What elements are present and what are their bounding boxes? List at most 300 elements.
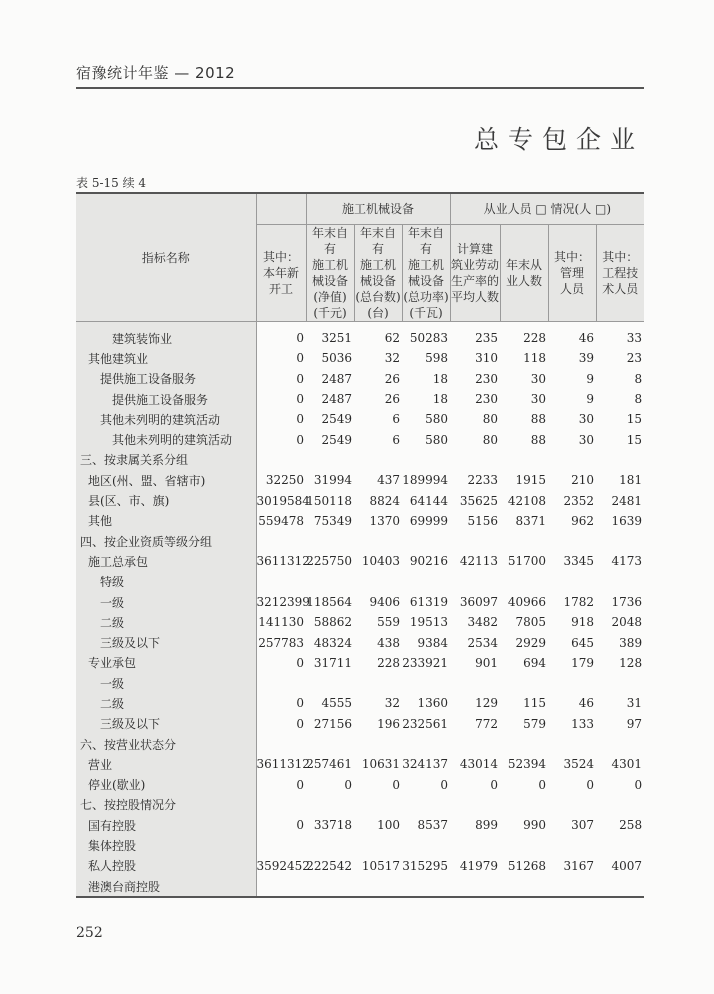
table-cell: 0 [538, 777, 547, 792]
table-cell: 30 [530, 371, 547, 386]
table-row [76, 490, 644, 510]
table-cell: 9406 [369, 595, 400, 609]
table-cell [596, 795, 644, 815]
table-cell [354, 795, 402, 815]
table-cell: 15 [626, 432, 643, 447]
table-cell [354, 450, 402, 470]
table-cell [500, 450, 548, 470]
table-cell: 3251 [321, 331, 352, 346]
row-label: 施工总承包 [76, 551, 256, 571]
table-cell: 181 [619, 473, 643, 488]
table-row [76, 369, 644, 389]
table-cell: 10517 [361, 858, 400, 873]
table-cell [256, 450, 306, 470]
table-row [76, 592, 644, 612]
table-row [76, 795, 644, 815]
table-cell: 39 [578, 351, 595, 366]
table-cell [500, 572, 548, 592]
row-label: 三级及以下 [76, 714, 256, 734]
table-cell: 179 [571, 655, 595, 670]
column-header-line: 械设备 [408, 274, 445, 288]
table-cell: 1782 [563, 595, 595, 609]
column-header [500, 225, 548, 322]
table-row [76, 572, 644, 592]
table-cell: 235 [475, 331, 499, 346]
table-cell [596, 450, 644, 470]
table-cell: 230 [475, 371, 499, 386]
table-row [76, 835, 644, 855]
table-cell: 2352 [563, 493, 595, 508]
table-cell: 46 [578, 331, 595, 346]
table-cell: 51700 [507, 554, 547, 569]
table-body [76, 322, 644, 898]
row-label: 二级 [76, 693, 256, 713]
table-cell [548, 572, 596, 592]
table-cell [548, 835, 596, 855]
table-cell [548, 450, 596, 470]
table-cell: 0 [296, 777, 304, 792]
table-cell: 3167 [563, 858, 595, 873]
table-cell [354, 734, 402, 754]
table-cell [500, 795, 548, 815]
table-cell: 8371 [515, 513, 547, 528]
table-row [76, 754, 644, 774]
table-cell: 3212399 [256, 595, 310, 609]
table-cell: 559478 [258, 513, 304, 528]
column-header-line: 械设备 [311, 274, 348, 288]
table-cell [450, 795, 500, 815]
table-cell [450, 835, 500, 855]
table-cell: 598 [425, 351, 449, 366]
column-header-line: (总功率) [403, 290, 449, 304]
table-cell: 15 [626, 412, 643, 427]
column-header-line: 人员 [560, 282, 585, 296]
table-cell: 33 [626, 331, 643, 346]
table-cell: 315295 [402, 858, 449, 873]
table-cell: 18 [432, 392, 449, 407]
table-row [76, 876, 644, 897]
column-header-line: (千元) [313, 306, 347, 320]
table-cell: 4555 [321, 696, 352, 711]
row-label: 建筑装饰业 [76, 322, 256, 349]
table-caption: 表 5-15 续 4 [76, 176, 147, 190]
table-cell: 222542 [306, 858, 352, 873]
table-cell: 1370 [369, 513, 400, 528]
table-cell: 90216 [409, 554, 449, 569]
table-row [76, 815, 644, 835]
table-cell [450, 531, 500, 551]
table-cell: 5036 [321, 351, 352, 366]
table-cell: 48324 [313, 635, 352, 650]
column-header [354, 225, 402, 322]
table-cell: 8 [634, 371, 643, 386]
table-cell: 0 [296, 818, 304, 833]
table-cell: 580 [425, 412, 449, 427]
table-cell [354, 572, 402, 592]
column-header-line: 筑业劳动 [451, 258, 500, 272]
table-cell: 133 [571, 716, 595, 731]
table-cell: 899 [475, 818, 499, 833]
table-cell: 1360 [417, 696, 449, 711]
table-cell: 19513 [409, 615, 449, 630]
table-cell: 2549 [321, 432, 352, 447]
row-label: 三级及以下 [76, 632, 256, 652]
table-cell: 228 [377, 655, 400, 670]
table-cell [402, 734, 450, 754]
table-cell: 210 [571, 473, 595, 488]
table-cell [500, 835, 548, 855]
table-row [76, 531, 644, 551]
table-cell: 27156 [313, 716, 352, 731]
column-header-line: 开工 [268, 282, 293, 296]
table-cell: 228 [523, 331, 547, 346]
table-cell [256, 795, 306, 815]
table-cell [548, 531, 596, 551]
running-head: 宿豫统计年鉴 — 2012 [76, 64, 236, 82]
table-cell [256, 673, 306, 693]
table-row [76, 551, 644, 571]
row-label: 专业承包 [76, 653, 256, 673]
column-header-line: 术人员 [602, 282, 639, 296]
table-row [76, 348, 644, 368]
column-group-machinery: 施工机械设备 [306, 193, 450, 225]
table-cell: 8 [634, 392, 643, 407]
table-cell: 30 [578, 432, 595, 447]
column-header [256, 225, 306, 322]
table-cell: 41979 [459, 858, 499, 873]
table-cell [450, 673, 500, 693]
table-cell: 0 [634, 777, 643, 792]
table-cell: 0 [586, 777, 595, 792]
column-header-line: 年末从 [506, 258, 543, 272]
table-cell: 10403 [361, 554, 400, 569]
table-cell [354, 876, 402, 897]
table-cell [548, 673, 596, 693]
row-label: 七、按控股情况分 [76, 795, 256, 815]
table-cell: 69999 [409, 513, 449, 528]
table-cell: 559 [377, 615, 400, 630]
table-cell: 26 [384, 392, 400, 407]
table-cell: 2487 [321, 371, 352, 386]
column-header-line: 本年新 [262, 266, 299, 280]
column-header-line: 计算建 [457, 242, 494, 256]
table-row [76, 714, 644, 734]
table-cell [450, 734, 500, 754]
table-cell: 32 [384, 351, 400, 366]
table-cell: 1915 [515, 473, 547, 488]
table-row [76, 389, 644, 409]
table-cell: 0 [296, 371, 304, 386]
table-cell: 2487 [321, 392, 352, 407]
table-cell [256, 876, 306, 897]
section-title: 总专包企业 [473, 125, 644, 154]
table-cell: 150118 [306, 493, 352, 508]
column-header-line: 年末自有 [311, 226, 348, 256]
column-header-line: 年末自有 [408, 226, 445, 256]
row-label: 集体控股 [76, 835, 256, 855]
table-cell: 42113 [459, 554, 499, 569]
table-cell: 2534 [467, 635, 499, 650]
table-cell: 4173 [611, 554, 643, 569]
table-cell: 100 [377, 818, 400, 833]
table-cell: 4301 [611, 757, 643, 772]
table-cell [256, 572, 306, 592]
table-cell: 23 [626, 351, 643, 366]
column-header-line: (千瓦) [409, 306, 443, 320]
table-cell [256, 835, 306, 855]
table-cell: 233921 [402, 655, 449, 670]
table-cell: 225750 [306, 554, 352, 569]
statistics-table-wrapper [76, 192, 644, 898]
table-cell: 0 [440, 777, 449, 792]
row-label: 四、按企业资质等级分组 [76, 531, 256, 551]
table-cell: 10631 [361, 757, 400, 772]
table-row [76, 429, 644, 449]
column-header-line: 施工机 [408, 258, 445, 272]
table-row [76, 734, 644, 754]
table-cell [500, 876, 548, 897]
table-cell: 118 [523, 351, 547, 366]
table-cell [548, 876, 596, 897]
table-cell: 694 [523, 655, 547, 670]
table-cell [306, 531, 354, 551]
table-cell: 36097 [459, 595, 499, 609]
table-cell: 2549 [321, 412, 352, 427]
table-row [76, 409, 644, 429]
table-row [76, 693, 644, 713]
table-row [76, 856, 644, 876]
table-cell: 8537 [417, 818, 449, 833]
table-cell: 0 [296, 432, 304, 447]
table-cell: 62 [384, 331, 400, 346]
table-cell: 75349 [313, 513, 352, 528]
table-row [76, 653, 644, 673]
table-cell: 990 [523, 818, 547, 833]
row-label: 二级 [76, 612, 256, 632]
column-header-line: (台) [367, 306, 389, 320]
table-cell: 0 [296, 655, 304, 670]
column-header-line: 工程技 [602, 266, 639, 280]
table-cell: 88 [530, 432, 547, 447]
column-header-line: 年末自有 [359, 226, 396, 256]
table-cell [596, 572, 644, 592]
table-cell: 30 [530, 392, 547, 407]
table-cell: 0 [296, 392, 304, 407]
table-cell: 579 [523, 716, 547, 731]
table-cell: 232561 [402, 716, 449, 731]
statistics-table [76, 192, 644, 898]
row-label: 县(区、市、旗) [76, 490, 256, 510]
table-cell: 438 [377, 635, 400, 650]
column-header-blank [256, 193, 306, 225]
table-cell [596, 673, 644, 693]
table-cell: 389 [619, 635, 643, 650]
table-cell: 962 [571, 513, 595, 528]
row-label: 其他建筑业 [76, 348, 256, 368]
table-cell: 257461 [306, 757, 352, 772]
column-header-line: 平均人数 [451, 290, 500, 304]
column-header [450, 225, 500, 322]
table-cell: 4007 [611, 858, 643, 873]
table-cell: 31994 [313, 473, 352, 488]
column-header-line: 施工机 [311, 258, 348, 272]
table-cell: 3482 [467, 615, 499, 630]
table-cell: 9 [586, 371, 595, 386]
table-row [76, 470, 644, 490]
table-cell: 31 [626, 696, 643, 711]
table-cell: 141130 [258, 615, 304, 630]
table-cell: 1736 [611, 595, 643, 609]
column-header [548, 225, 596, 322]
table-row [76, 450, 644, 470]
row-label: 六、按营业状态分 [76, 734, 256, 754]
table-cell: 9384 [417, 635, 449, 650]
table-cell: 128 [619, 655, 643, 670]
row-label: 私人控股 [76, 856, 256, 876]
table-cell: 80 [482, 412, 499, 427]
table-cell: 0 [296, 331, 304, 346]
table-cell [306, 450, 354, 470]
table-cell [402, 876, 450, 897]
table-cell: 80 [482, 432, 499, 447]
table-cell: 1639 [611, 513, 643, 528]
table-cell: 50283 [409, 331, 449, 346]
column-header [306, 225, 354, 322]
row-label: 其他未列明的建筑活动 [76, 429, 256, 449]
table-cell: 64144 [409, 493, 449, 508]
table-cell [402, 835, 450, 855]
table-cell [596, 531, 644, 551]
row-label: 国有控股 [76, 815, 256, 835]
table-cell: 33718 [313, 818, 352, 833]
table-cell: 0 [296, 716, 304, 731]
table-cell: 115 [523, 696, 547, 711]
row-label: 其他 [76, 511, 256, 531]
row-label: 其他未列明的建筑活动 [76, 409, 256, 429]
table-cell [596, 734, 644, 754]
table-cell [256, 734, 306, 754]
table-cell: 258 [619, 818, 643, 833]
table-cell: 3611312 [256, 757, 310, 772]
table-cell: 3345 [563, 554, 595, 569]
table-cell: 30 [578, 412, 595, 427]
table-cell: 2233 [467, 473, 499, 488]
table-row [76, 775, 644, 795]
table-row [76, 511, 644, 531]
table-cell [354, 835, 402, 855]
table-cell: 645 [571, 635, 595, 650]
table-cell: 437 [377, 473, 400, 488]
table-cell [306, 572, 354, 592]
table-row [76, 673, 644, 693]
table-cell: 901 [475, 655, 499, 670]
table-cell: 3019584 [256, 493, 310, 508]
table-cell: 26 [384, 371, 400, 386]
table-cell [548, 795, 596, 815]
table-cell [450, 572, 500, 592]
table-cell: 32 [384, 696, 400, 711]
column-header [596, 225, 644, 322]
table-cell: 8824 [369, 493, 400, 508]
table-cell [306, 673, 354, 693]
row-label: 提供施工设备服务 [76, 369, 256, 389]
table-cell: 58862 [313, 615, 352, 630]
table-cell: 196 [377, 716, 400, 731]
table-cell [306, 795, 354, 815]
column-header-line: 生产率的 [451, 274, 500, 288]
column-header [402, 225, 450, 322]
row-label: 一级 [76, 592, 256, 612]
table-cell [596, 876, 644, 897]
table-cell: 40966 [507, 595, 547, 609]
table-cell [256, 531, 306, 551]
column-header-line: 其中： [262, 250, 299, 264]
table-cell [402, 673, 450, 693]
table-cell: 43014 [459, 757, 499, 772]
table-cell [500, 531, 548, 551]
table-cell: 18 [432, 371, 449, 386]
table-cell [402, 531, 450, 551]
table-cell: 9 [586, 392, 595, 407]
row-label: 特级 [76, 572, 256, 592]
column-header-line: 管理 [560, 266, 585, 280]
column-header-line: 其中： [602, 250, 639, 264]
table-cell [402, 795, 450, 815]
table-cell [450, 876, 500, 897]
table-cell: 230 [475, 392, 499, 407]
table-cell [500, 673, 548, 693]
table-cell [306, 835, 354, 855]
table-cell [354, 673, 402, 693]
table-cell: 52394 [507, 757, 547, 772]
table-cell: 307 [571, 818, 595, 833]
table-cell: 32250 [265, 473, 304, 488]
table-row [76, 322, 644, 349]
column-header-line: 械设备 [359, 274, 396, 288]
table-cell: 2048 [611, 615, 643, 630]
table-cell: 51268 [507, 858, 547, 873]
table-cell: 310 [475, 351, 499, 366]
column-header-indicator: 指标名称 [76, 193, 256, 322]
table-cell [306, 734, 354, 754]
table-cell [354, 531, 402, 551]
table-cell: 324137 [402, 757, 449, 772]
table-cell [500, 734, 548, 754]
table-cell: 772 [475, 716, 499, 731]
column-header-line: (净值) [313, 290, 347, 304]
table-cell [402, 450, 450, 470]
column-header-line: 其中： [554, 250, 591, 264]
table-cell [306, 876, 354, 897]
row-label: 停业(歇业) [76, 775, 256, 795]
table-cell: 0 [296, 412, 304, 427]
table-cell: 3592452 [256, 858, 310, 873]
column-header-line: (总台数) [355, 290, 401, 304]
table-cell: 88 [530, 412, 547, 427]
row-label: 提供施工设备服务 [76, 389, 256, 409]
table-cell: 918 [571, 615, 595, 630]
table-cell [450, 450, 500, 470]
column-header-line: 业人数 [506, 274, 543, 288]
table-row [76, 612, 644, 632]
table-cell: 0 [296, 696, 304, 711]
table-cell: 31711 [313, 655, 352, 670]
page-number: 252 [76, 925, 103, 941]
row-label: 地区(州、盟、省辖市) [76, 470, 256, 490]
row-label: 营业 [76, 754, 256, 774]
table-header [76, 193, 644, 322]
table-cell: 97 [626, 716, 643, 731]
